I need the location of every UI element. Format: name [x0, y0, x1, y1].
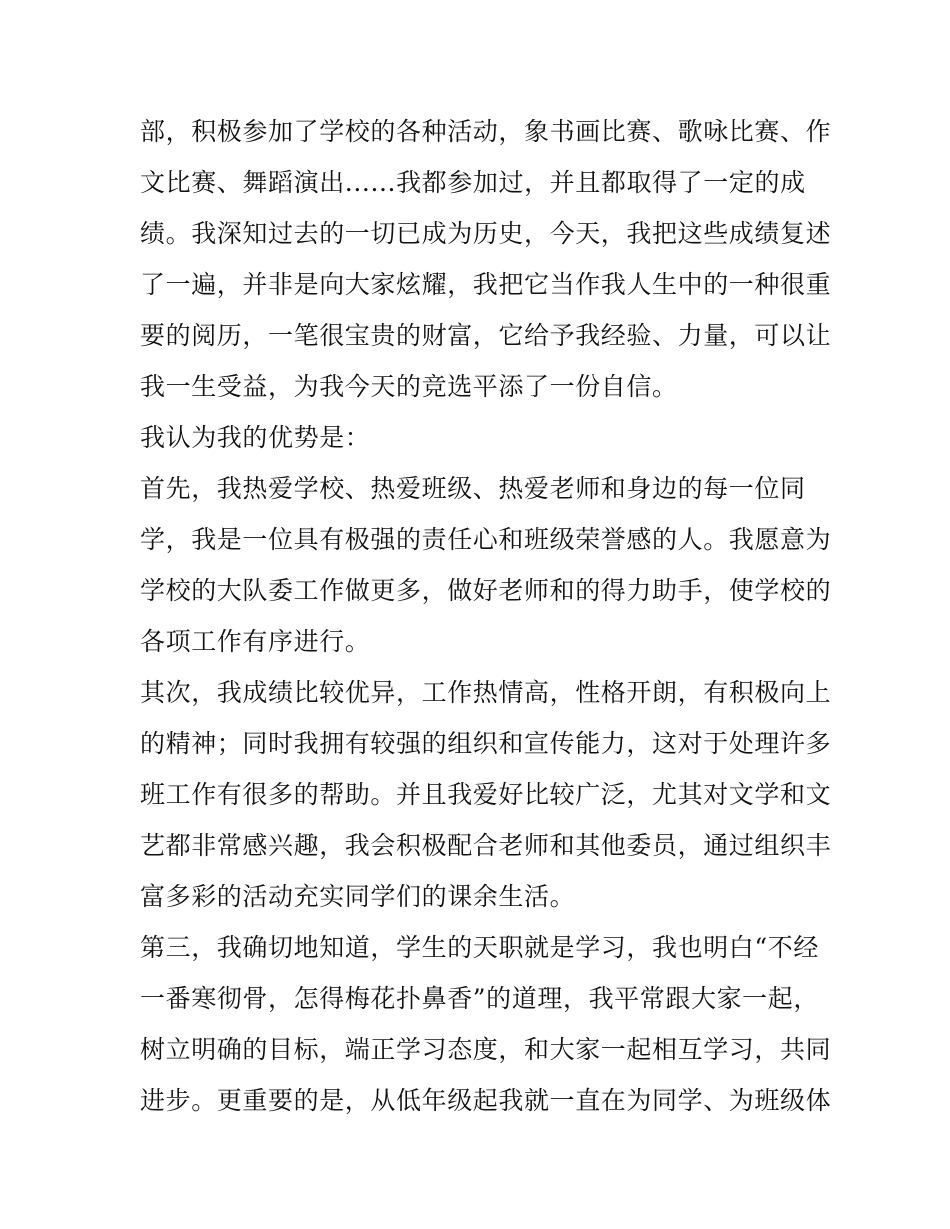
text-line: 树立明确的目标，端正学习态度，和大家一起相互学习，共同 — [140, 1035, 832, 1064]
text-line: 其次，我成绩比较优异，工作热情高，性格开朗，有积极向上 — [140, 678, 832, 707]
text-line: 了一遍，并非是向大家炫耀，我把它当作我人生中的一种很重 — [140, 270, 832, 299]
text-line: 艺都非常感兴趣，我会积极配合老师和其他委员，通过组织丰 — [140, 831, 832, 860]
text-line: 部，积极参加了学校的各种活动，象书画比赛、歌咏比赛、作 — [140, 117, 832, 146]
text-line: 要的阅历，一笔很宝贵的财富，它给予我经验、力量，可以让 — [140, 321, 832, 350]
text-line: 第三，我确切地知道，学生的天职就是学习，我也明白“不经 — [140, 933, 819, 962]
text-line: 学校的大队委工作做更多，做好老师和的得力助手，使学校的 — [140, 576, 832, 605]
text-line: 学，我是一位具有极强的责任心和班级荣誉感的人。我愿意为 — [140, 525, 832, 554]
text-line: 首先，我热爱学校、热爱班级、热爱老师和身边的每一位同 — [140, 474, 806, 503]
document-body — [140, 106, 832, 1126]
text-line: 绩。我深知过去的一切已成为历史，今天，我把这些成绩复述 — [140, 219, 832, 248]
text-line: 进步。更重要的是，从低年级起我就一直在为同学、为班级体 — [140, 1086, 832, 1115]
text-line: 的精神；同时我拥有较强的组织和宣传能力，这对于处理许多 — [140, 729, 832, 758]
text-line: 富多彩的活动充实同学们的课余生活。 — [140, 882, 576, 911]
text-line: 我认为我的优势是： — [140, 423, 371, 452]
text-line: 我一生受益，为我今天的竞选平添了一份自信。 — [140, 372, 678, 401]
text-line: 班工作有很多的帮助。并且我爱好比较广泛，尤其对文学和文 — [140, 780, 832, 809]
text-line: 文比赛、舞蹈演出......我都参加过，并且都取得了一定的成 — [140, 168, 806, 197]
text-line: 一番寒彻骨，怎得梅花扑鼻香”的道理，我平常跟大家一起， — [140, 984, 819, 1013]
text-line: 各项工作有序进行。 — [140, 627, 371, 656]
